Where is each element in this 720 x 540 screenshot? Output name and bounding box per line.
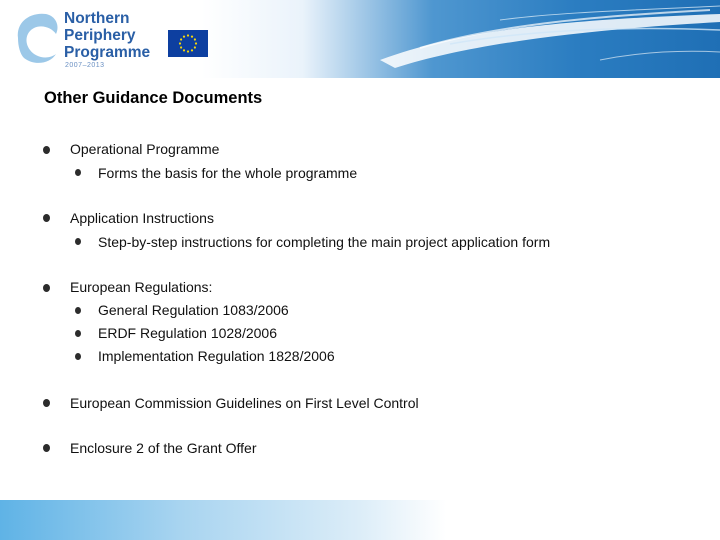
logo-line-3: Programme	[64, 44, 151, 61]
bullet-icon	[43, 444, 50, 452]
slide-header	[0, 0, 720, 78]
list-subitem: Implementation Regulation 1828/2006	[98, 348, 335, 364]
list-item-label: European Commission Guidelines on First Level Control	[70, 395, 419, 411]
eu-flag-icon	[168, 30, 208, 57]
list-item-label: Enclosure 2 of the Grant Offer	[70, 440, 257, 456]
logo-emblem	[12, 8, 62, 68]
logo-line-1: Northern	[64, 10, 130, 27]
list-item-label: Operational Programme	[70, 141, 220, 157]
bullet-icon	[43, 399, 50, 407]
slide-footer-band	[0, 500, 720, 540]
list-item-label: Application Instructions	[70, 210, 214, 226]
bullet-icon	[43, 214, 50, 222]
logo-wordmark	[64, 10, 150, 61]
list-subitem: Step-by-step instructions for completing the main project application form	[98, 234, 551, 250]
list-subitem: Forms the basis for the whole programme	[98, 165, 358, 181]
bullet-icon	[75, 169, 81, 176]
list-subitem: ERDF Regulation 1028/2006	[98, 325, 278, 341]
bullet-icon	[75, 307, 81, 314]
logo-line-2: Periphery	[64, 27, 136, 44]
logo-years: 2007–2013	[65, 62, 105, 69]
bullet-icon	[75, 238, 81, 245]
bullet-icon	[75, 353, 81, 360]
bullet-icon	[43, 284, 50, 292]
list-item-label: European Regulations:	[70, 279, 213, 295]
bullet-icon	[43, 146, 50, 154]
slide-title: Other Guidance Documents	[44, 89, 263, 107]
list-subitem: General Regulation 1083/2006	[98, 302, 289, 318]
bullet-icon	[75, 330, 81, 337]
